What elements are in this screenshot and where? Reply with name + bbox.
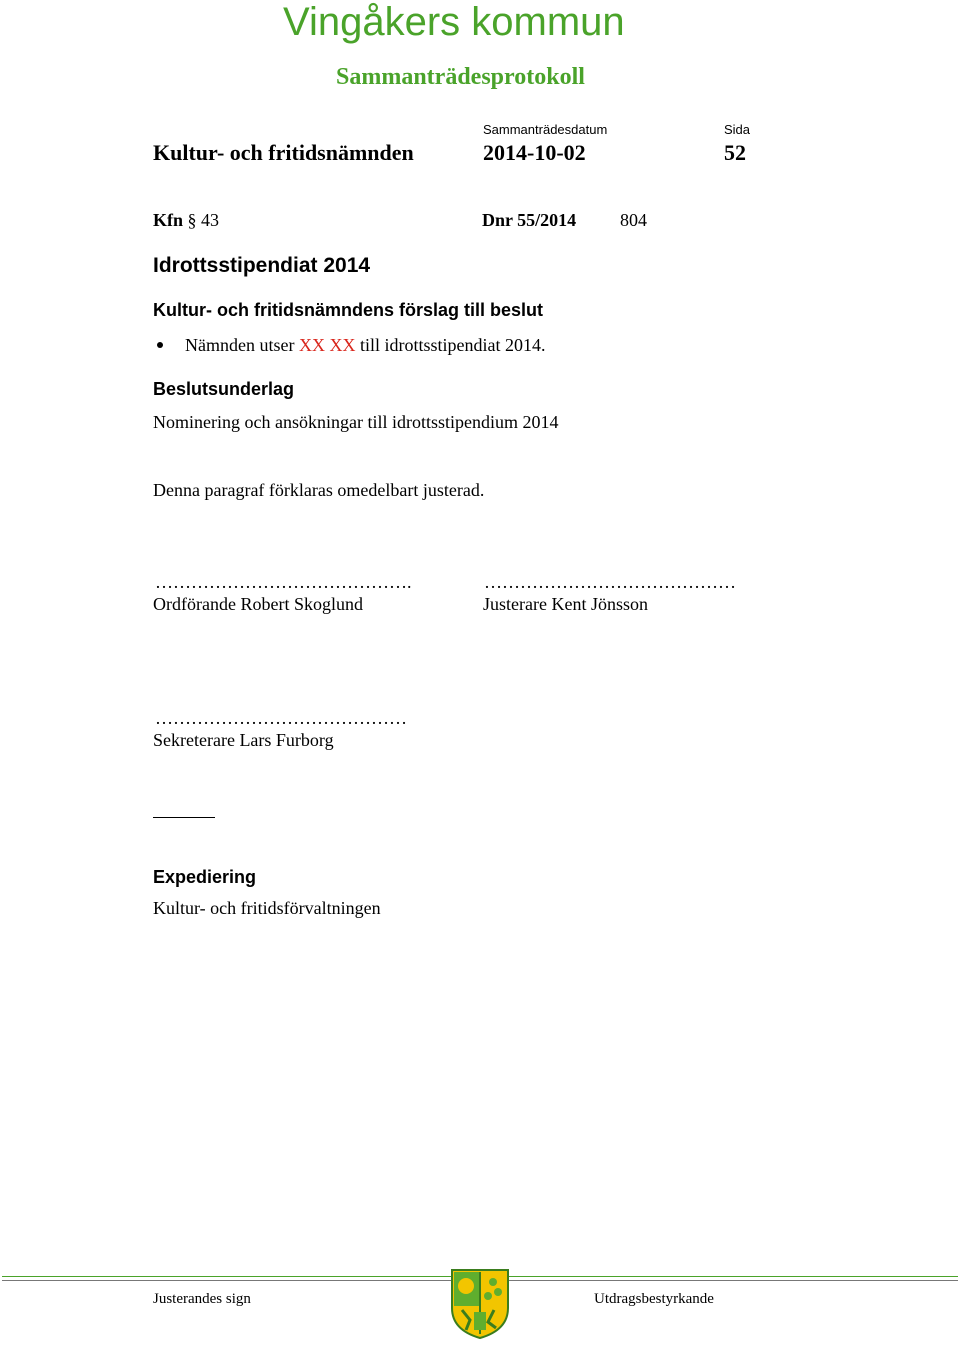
secretary-signature-line: …………………………………… <box>155 708 407 728</box>
proposal-heading: Kultur- och fritidsnämndens förslag till beslut <box>153 300 544 320</box>
meeting-date: 2014-10-02 <box>483 140 586 165</box>
footer-signature-label: Justerandes sign <box>153 1291 251 1307</box>
case-reference <box>153 209 219 231</box>
chair-signature-line: ……………………………………. <box>155 572 412 592</box>
adjuster-signature-line: …………………………………… <box>484 572 736 592</box>
bullet-icon <box>157 342 163 348</box>
chair-name: Ordförande Robert Skoglund <box>153 594 363 614</box>
secretary-name: Sekreterare Lars Furborg <box>153 730 334 750</box>
separator-line <box>153 817 215 818</box>
footer-certification-label: Utdragsbestyrkande <box>594 1291 714 1307</box>
page-number: 52 <box>724 140 746 165</box>
basis-heading: Beslutsunderlag <box>153 379 295 399</box>
proposal-item <box>185 334 545 356</box>
proposal-item-suffix: till idrottsstipendiat 2014. <box>359 335 546 355</box>
proposal-item-prefix: Nämnden utser <box>185 335 295 355</box>
case-prefix: Kfn <box>153 210 184 230</box>
dnr-number: Dnr 55/2014 <box>482 210 577 230</box>
case-number: 43 <box>201 210 220 230</box>
organization-name: Vingåkers kommun <box>283 0 625 44</box>
section-title: Idrottsstipendiat 2014 <box>153 254 371 277</box>
basis-text: Nominering och ansökningar till idrottsstipendium 2014 <box>153 412 559 432</box>
distribution-heading: Expediering <box>153 867 257 887</box>
page-label: Sida <box>724 122 751 137</box>
distribution-recipient: Kultur- och fritidsförvaltningen <box>153 898 381 918</box>
committee-name: Kultur- och fritidsnämnden <box>153 140 414 165</box>
municipal-coat-of-arms-icon <box>448 1268 512 1340</box>
section-symbol: § <box>187 210 197 230</box>
adjuster-name: Justerare Kent Jönsson <box>483 594 648 614</box>
adjusted-statement: Denna paragraf förklaras omedelbart justerad. <box>153 480 485 500</box>
meeting-date-label: Sammanträdesdatum <box>483 122 608 137</box>
proposal-item-placeholder: XX XX <box>298 335 356 355</box>
document-type: Sammanträdesprotokoll <box>336 64 585 90</box>
archive-code: 804 <box>620 210 647 230</box>
